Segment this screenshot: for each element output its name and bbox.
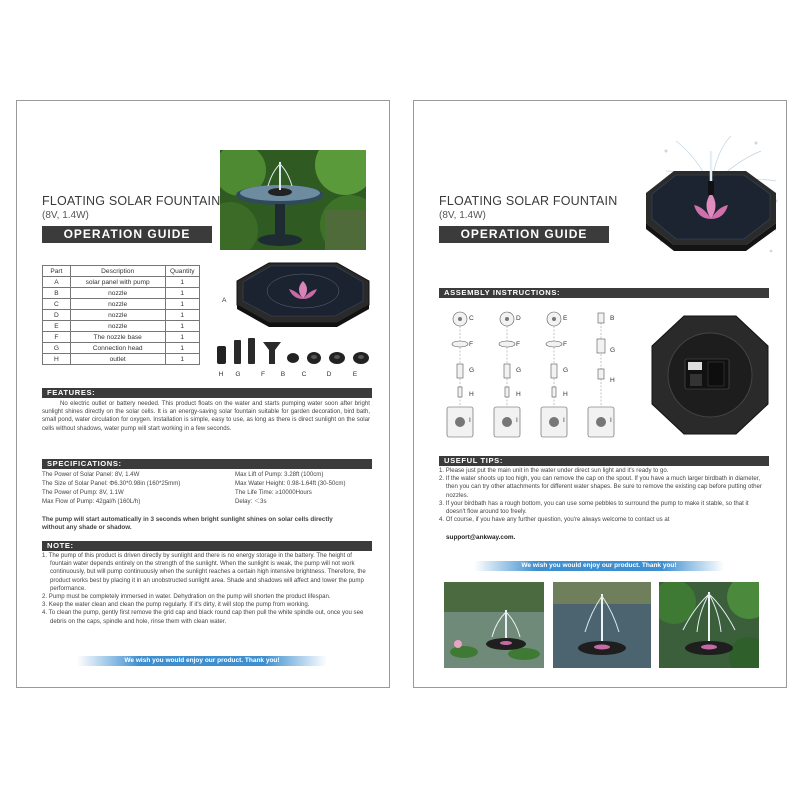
cell-description: Connection head: [70, 343, 165, 354]
col-header-description: Description: [70, 266, 165, 277]
note-item: 2. Pump must be completely immersed in water. Dehydration on the pump will shorten the product lifespan.: [42, 593, 331, 601]
support-email-link[interactable]: support@ankway.com.: [446, 534, 516, 541]
page-subtitle: (8V, 1.4W): [439, 210, 486, 221]
tip-item: 2. If the water shoots up too high, you can remove the cap on the spout. If you have a much larger birdbath in diameter, then you can try other attachments for different water shapes. Be sure to remove the existing cap before putting other nozzles.: [439, 475, 762, 499]
cell-part: B: [43, 288, 71, 299]
table-row: [43, 288, 200, 299]
spec-item: The Size of Solar Panel: Φ6.30*0.98in (160*25mm): [42, 480, 181, 487]
cell-quantity: 1: [165, 299, 199, 310]
assembly-label: B: [610, 315, 615, 322]
table-row: [43, 354, 200, 365]
assembly-label: I: [563, 417, 565, 424]
pond-photo-3: [659, 582, 759, 668]
fountain-top-image: [636, 131, 786, 271]
specs-left-list: [42, 470, 227, 506]
part-label-g: G: [235, 371, 241, 378]
left-page: [16, 100, 390, 688]
tip-item: 3. If your birdbath has a rough bottom, you can use some pebbles to surround the pump to make it stable, so that it doesn't flow around too freely.: [439, 499, 749, 516]
panel-label-a: A: [222, 297, 227, 304]
spec-item: Delay: ＜3s: [235, 498, 267, 505]
specs-right-list: [235, 470, 375, 506]
cell-part: G: [43, 343, 71, 354]
table-row: [43, 277, 200, 288]
col-header-quantity: Quantity: [165, 266, 199, 277]
assembly-label: G: [610, 347, 616, 354]
part-label-c: C: [301, 371, 307, 378]
operation-guide-banner: OPERATION GUIDE: [42, 226, 212, 243]
assembly-label: G: [563, 367, 569, 374]
spec-item: Max Water Height: 0.98-1.64ft (30-50cm): [235, 480, 346, 487]
note-item: 3. Keep the water clean and clean the pump regularly. If it's dirty, it will stop the pump from working.: [42, 601, 310, 609]
cell-part: A: [43, 277, 71, 288]
auto-start-note: The pump will start automatically in 3 seconds when bright sunlight shines on solar cells directly without any shade or shadow.: [42, 516, 333, 532]
tip-item: 1. Please just put the main unit in the water under direct sun light and it's ready to go.: [439, 467, 669, 474]
assembly-label: H: [610, 377, 615, 384]
part-label-e: E: [352, 371, 358, 378]
table-row: [43, 343, 200, 354]
assembly-label: I: [516, 417, 518, 424]
cell-description: The nozzle base: [70, 332, 165, 343]
table-row: [43, 310, 200, 321]
assembly-heading: ASSEMBLY INSTRUCTIONS:: [439, 288, 769, 298]
part-label-d: D: [326, 371, 332, 378]
tips-list: [439, 467, 769, 524]
cell-description: nozzle: [70, 288, 165, 299]
assembly-label: E: [563, 315, 568, 322]
spec-item: Max Lift of Pump: 3.28ft (100cm): [235, 471, 324, 478]
note-item: 1. The pump of this product is driven directly by sunlight and there is no energy storage in the battery. The height of fountain water depends entirely on the strength of the sunlight. When the sunlight is weak, the pump will not work continuously, but will pump continuously when the sunlight reaches a certain high intensive brightness. Therefore, the product works best by placing it in an unobstructed sunlight area. Shade and shadows will affect and lower the pump performance.: [42, 552, 366, 592]
table-header-row: [43, 266, 200, 277]
cell-description: outlet: [70, 354, 165, 365]
birdbath-photo: [220, 150, 366, 250]
assembly-label: H: [469, 391, 474, 398]
assembly-label: G: [469, 367, 475, 374]
assembly-label: F: [469, 341, 474, 348]
thank-you-banner: We wish you would enjoy our product. Thank you!: [474, 561, 724, 571]
assembly-label: I: [469, 417, 471, 424]
spec-item: The Power of Pump: 8V, 1.1W: [42, 489, 124, 496]
cell-description: nozzle: [70, 321, 165, 332]
nozzle-parts-image: [213, 334, 375, 368]
page-title: FLOATING SOLAR FOUNTAIN: [439, 194, 618, 208]
note-item: 4. To clean the pump, gently first remove the grid cap and black round cap then pull the white spindle out, once you see debris on the caps, spindle and hole, rinse them with clean water.: [42, 609, 364, 625]
features-text: No electric outlet or battery needed. This product floats on the water and starts pumping water soon after bright sunlight shines directly on the solar cells. It is an energy-saving solar fountain suitable for garden decoration, bird bath, small pond, water circulation for oxygen. Installation is simple, easy to use, as long as there is direct sunlight on the solar cells without shadows, water pump will start working in a few seconds.: [42, 400, 370, 432]
assembly-label: H: [563, 391, 568, 398]
pond-photo-1: [444, 582, 544, 668]
cell-part: F: [43, 332, 71, 343]
col-header-part: Part: [43, 266, 71, 277]
part-label-f: F: [260, 371, 266, 378]
cell-quantity: 1: [165, 321, 199, 332]
pond-photo-2: [553, 582, 651, 668]
table-row: [43, 299, 200, 310]
cell-quantity: 1: [165, 343, 199, 354]
page-subtitle: (8V, 1.4W): [42, 210, 89, 221]
notes-list: [42, 552, 372, 626]
cell-quantity: 1: [165, 288, 199, 299]
useful-tips-heading: USEFUL TIPS:: [439, 456, 769, 466]
parts-table: [42, 265, 200, 365]
cell-quantity: 1: [165, 332, 199, 343]
assembly-label: H: [516, 391, 521, 398]
spec-item: The Life Time: ≥10000Hours: [235, 489, 312, 496]
solar-panel-image: [229, 261, 377, 327]
cell-part: C: [43, 299, 71, 310]
cell-description: solar panel with pump: [70, 277, 165, 288]
cell-part: H: [43, 354, 71, 365]
note-heading: NOTE:: [42, 541, 372, 551]
tip-item: 4. Of course, if you have any further question, you're always welcome to contact us at: [439, 516, 670, 524]
cell-part: D: [43, 310, 71, 321]
fountain-underside-image: [650, 314, 770, 436]
table-row: [43, 321, 200, 332]
assembly-label: I: [610, 417, 612, 424]
cell-quantity: 1: [165, 277, 199, 288]
specifications-heading: SPECIFICATIONS:: [42, 459, 372, 469]
assembly-label: D: [516, 315, 521, 322]
cell-quantity: 1: [165, 310, 199, 321]
page-title: FLOATING SOLAR FOUNTAIN: [42, 194, 221, 208]
spec-item: The Power of Solar Panel: 8V, 1.4W: [42, 471, 140, 478]
spec-item: Max Flow of Pump: 42gal/h (160L/h): [42, 498, 141, 505]
assembly-label: F: [563, 341, 568, 348]
table-row: [43, 332, 200, 343]
right-page: [413, 100, 787, 688]
assembly-label: G: [516, 367, 522, 374]
part-label-b: B: [280, 371, 286, 378]
cell-quantity: 1: [165, 354, 199, 365]
cell-part: E: [43, 321, 71, 332]
assembly-label: C: [469, 315, 474, 322]
assembly-label: F: [516, 341, 521, 348]
thank-you-banner: We wish you would enjoy our product. Thank you!: [77, 656, 327, 666]
features-heading: FEATURES:: [42, 388, 372, 398]
cell-description: nozzle: [70, 299, 165, 310]
operation-guide-banner: OPERATION GUIDE: [439, 226, 609, 243]
part-label-h: H: [218, 371, 224, 378]
cell-description: nozzle: [70, 310, 165, 321]
